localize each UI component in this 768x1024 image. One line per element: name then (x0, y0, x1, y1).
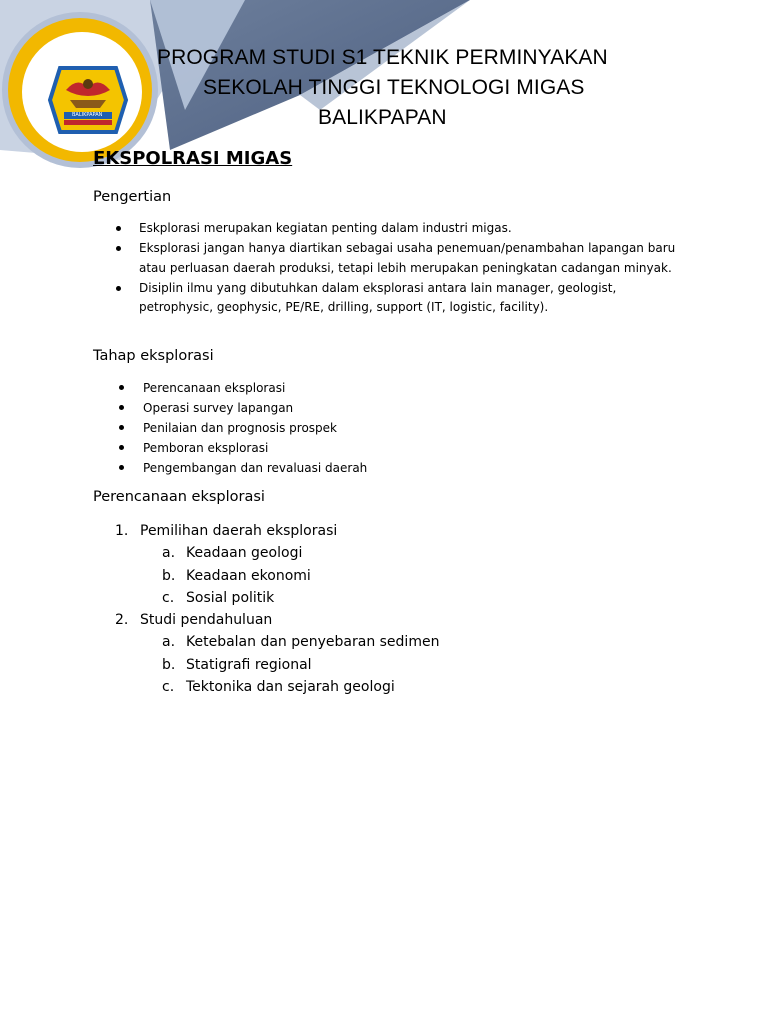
sub-item (115, 542, 615, 564)
document-title: EKSPOLRASI MIGAS (93, 148, 293, 169)
sub-item (115, 587, 615, 609)
pengertian-list (114, 219, 694, 318)
sub-item-text: Keadaan geologi (186, 545, 303, 562)
logo-caption: BALIKPAPAN (72, 112, 103, 118)
sub-item (115, 565, 615, 587)
sub-item (115, 631, 615, 653)
header-line-2: SEKOLAH TINGGI TEKNOLOGI MIGAS (203, 76, 585, 99)
sub-item (115, 676, 615, 698)
school-logo (0, 0, 170, 170)
list-item: Eskplorasi merupakan kegiatan penting dalam industri migas. (114, 219, 694, 239)
sub-item-letter: b. (162, 656, 176, 673)
section-heading-tahap: Tahap eksplorasi (93, 348, 214, 364)
section-heading-pengertian: Pengertian (93, 189, 172, 205)
list-item: Pengembangan dan revaluasi daerah (117, 458, 517, 478)
item-text: Studi pendahuluan (140, 612, 273, 629)
sub-item (115, 654, 615, 676)
header-line-1: PROGRAM STUDI S1 TEKNIK PERMINYAKAN (157, 46, 608, 69)
sub-item-text: Ketebalan dan penyebaran sedimen (186, 634, 440, 651)
sub-item-letter: c. (162, 679, 175, 696)
numbered-item (115, 520, 615, 542)
list-item: Eksplorasi jangan hanya diartikan sebagai usaha penemuan/penambahan lapangan baru atau perluasan daerah produksi, tetapi lebih merupakan peningkatan cadangan minyak. (114, 239, 694, 278)
section-heading-perencanaan: Perencanaan eksplorasi (93, 489, 265, 505)
sub-item-letter: c. (162, 589, 175, 606)
numbered-item (115, 609, 615, 631)
tahap-list (117, 378, 517, 478)
sub-item-text: Keadaan ekonomi (186, 567, 311, 584)
header-line-3: BALIKPAPAN (318, 106, 447, 129)
sub-item-text: Tektonika dan sejarah geologi (186, 679, 395, 696)
sub-item-letter: a. (162, 545, 176, 562)
item-number: 2. (115, 612, 129, 629)
list-item: Pemboran eksplorasi (117, 438, 517, 458)
sub-item-text: Sosial politik (186, 589, 275, 606)
list-item: Penilaian dan prognosis prospek (117, 418, 517, 438)
sub-item-letter: b. (162, 567, 176, 584)
item-number: 1. (115, 523, 129, 539)
sub-item-text: Statigrafi regional (186, 656, 312, 673)
list-item: Operasi survey lapangan (117, 398, 517, 418)
sub-item-letter: a. (162, 634, 176, 651)
list-item: Disiplin ilmu yang dibutuhkan dalam eksplorasi antara lain manager, geologist, petrophysic, geophysic, PE/RE, drilling, support (IT, logistic, facility). (114, 279, 694, 318)
list-item: Perencanaan eksplorasi (117, 378, 517, 398)
perencanaan-numbered-list (115, 520, 615, 698)
item-text: Pemilihan daerah eksplorasi (140, 523, 338, 539)
